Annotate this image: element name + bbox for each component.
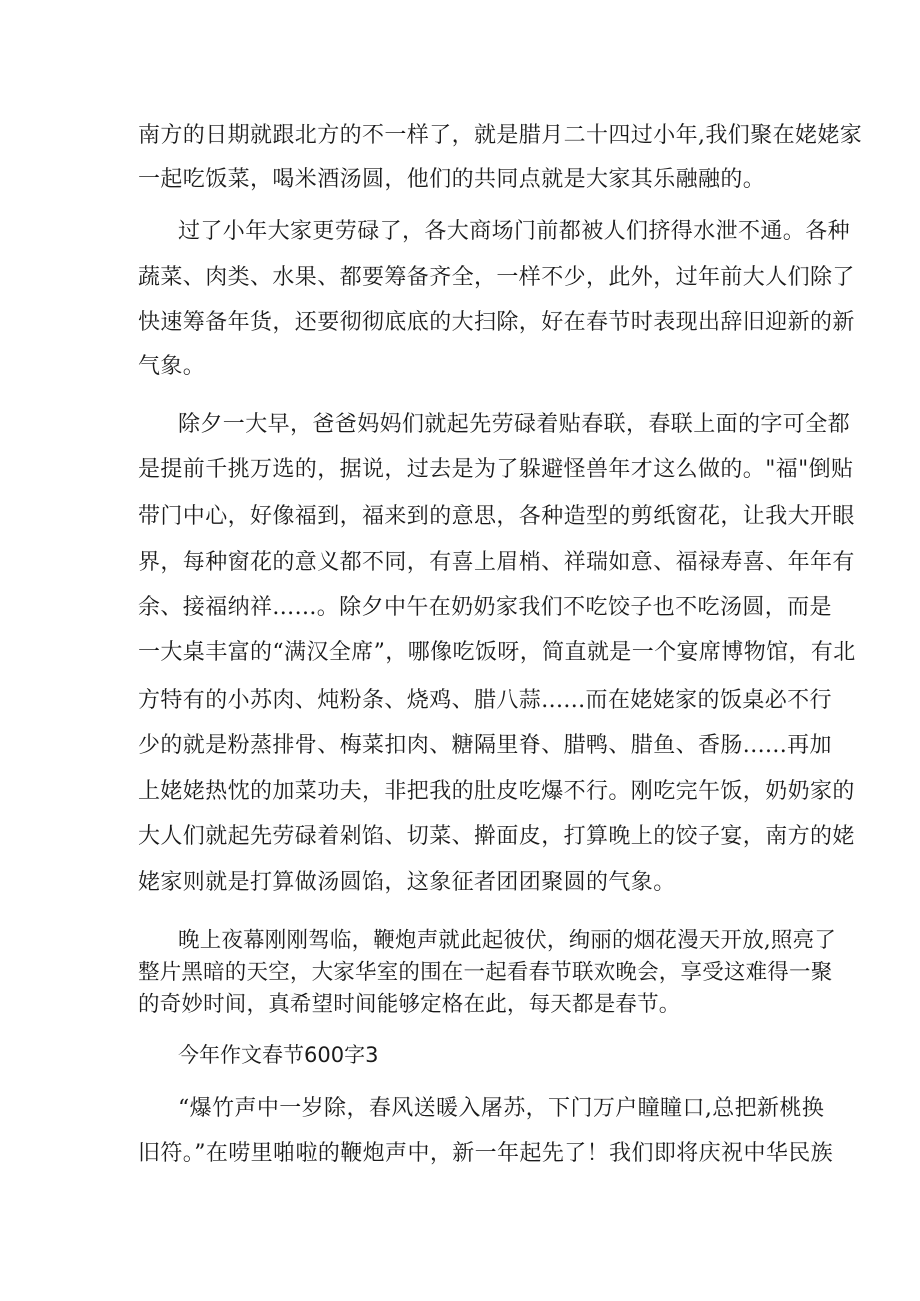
text-line: 快速筹备年货，还要彻彻底底的大扫除，好在春节时表现出辞旧迎新的新 [138,310,855,335]
text-line: 界，每种窗花的意义都不同，有喜上眉梢、祥瑞如意、福禄寿喜、年年有 [138,550,855,575]
text-line: 带门中心，好像福到，福来到的意思，各种造型的剪纸窗花，让我大开眼 [138,504,855,529]
text-line: 少的就是粉蒸排骨、梅菜扣肉、糖隔里脊、腊鸭、腊鱼、香肠......再加 [138,733,832,758]
text-line: 上姥姥热忱的加菜功夫，非把我的肚皮吃爆不行。刚吃完午饭，奶奶家的 [138,779,855,804]
text-line: 大人们就起先劳碌着剁馅、切菜、擀面皮，打算晚上的饺子宴，南方的姥 [138,824,855,849]
text-line: 除夕一大早，爸爸妈妈们就起先劳碌着贴春联，春联上面的字可全都 [178,412,851,437]
text-line: 气象。 [138,354,206,379]
text-line: “爆竹声中一岁除，春风送暖入屠苏，下门万户瞳瞳口,总把新桃换 [178,1096,825,1121]
text-line: 蔬菜、肉类、水果、都要筹备齐全，一样不少，此外，过年前大人们除了 [138,265,855,290]
text-line: 晚上夜幕刚刚驾临，鞭炮声就此起彼伏，绚丽的烟花漫天开放,照亮了 [178,928,837,953]
text-line: 是提前千挑万选的，据说，过去是为了躲避怪兽年才这么做的。"福"倒贴 [138,457,854,482]
section-heading: 今年作文春节600字3 [178,1043,379,1067]
text-line: 旧符。”在唠里啪啦的鞭炮声中，新一年起先了！我们即将庆祝中华民族 [138,1141,834,1166]
text-line: 整片黑暗的天空，大家华室的围在一起看春节联欢晚会，享受这难得一聚 [138,960,833,985]
text-line: 一大桌丰富的“满汉全席”，哪像吃饭呀，简直就是一个宴席博物馆，有北 [138,640,856,665]
text-line: 一起吃饭菜，喝米酒汤圆，他们的共同点就是大家其乐融融的。 [138,167,766,192]
text-line: 姥家则就是打算做汤圆馅，这象征者团团聚圆的气象。 [138,870,676,895]
text-line: 南方的日期就跟北方的不一样了，就是腊月二十四过小年,我们聚在姥姥家 [138,123,863,148]
text-line: 的奇妙时间，真希望时间能够定格在此，每天都是春节。 [138,992,681,1017]
text-line: 过了小年大家更劳碌了，各大商场门前都被人们挤得水泄不通。各种 [178,219,851,244]
text-line: 方特有的小苏肉、炖粉条、烧鸡、腊八蒜......而在姥姥家的饭桌必不行 [138,688,832,713]
text-line: 余、接福纳祥......。除夕中午在奶奶家我们不吃饺子也不吃汤圆，而是 [138,595,832,620]
